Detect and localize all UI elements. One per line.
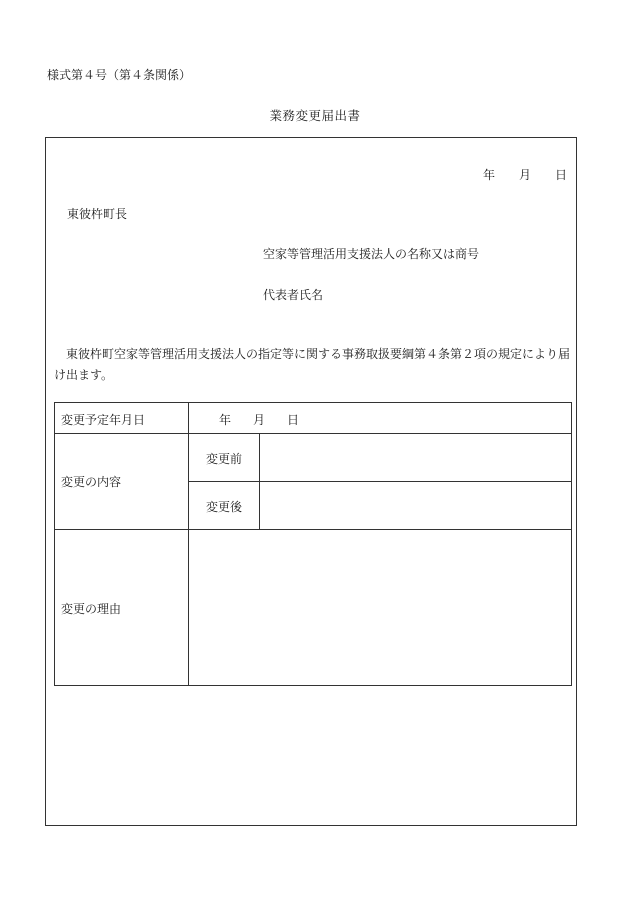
year-label: 年 — [219, 413, 232, 427]
scheduled-date-label: 変更予定年月日 — [61, 413, 146, 427]
scheduled-date-input[interactable] — [219, 411, 299, 428]
change-details-table — [54, 402, 572, 686]
before-change-label: 変更前 — [206, 452, 243, 466]
year-label: 年 — [482, 168, 495, 182]
form-frame — [45, 137, 577, 826]
addressee: 東彼杵町長 — [67, 207, 128, 221]
change-reason-label: 変更の理由 — [61, 602, 122, 616]
before-change-input[interactable] — [260, 434, 571, 481]
notification-statement: 東彼杵町空家等管理活用支援法人の指定等に関する事務取扱要綱第４条第２項の規定により届け出ます。 — [54, 347, 571, 382]
month-label: 月 — [253, 413, 266, 427]
corp-name-field[interactable]: 空家等管理活用支援法人の名称又は商号 — [263, 247, 480, 261]
month-label: 月 — [518, 168, 531, 182]
after-change-input[interactable] — [260, 482, 571, 529]
day-label: 日 — [287, 413, 300, 427]
submission-date[interactable] — [483, 166, 567, 183]
document-title: 業務変更届出書 — [269, 108, 361, 123]
change-reason-input[interactable] — [189, 530, 571, 685]
change-content-label: 変更の内容 — [61, 475, 122, 489]
form-number: 様式第４号（第４条関係） — [47, 68, 192, 82]
day-label: 日 — [554, 168, 567, 182]
after-change-label: 変更後 — [206, 500, 243, 514]
representative-name-field[interactable]: 代表者氏名 — [263, 288, 324, 302]
